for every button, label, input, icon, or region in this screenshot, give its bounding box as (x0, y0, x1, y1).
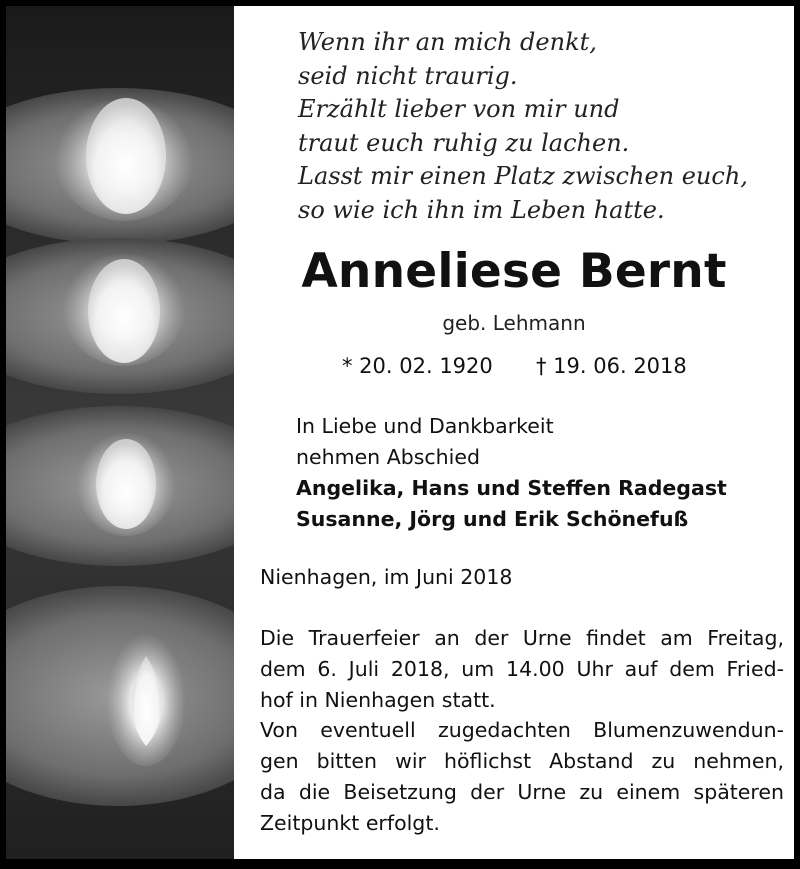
farewell-line: In Liebe und Dankbarkeit (296, 414, 554, 438)
text-panel (234, 6, 794, 859)
candles-image (6, 6, 234, 859)
birth-date: * 20. 02. 1920 (342, 354, 493, 378)
notice-line: Von eventuell zugedachten Blumenzuwendun- (260, 718, 784, 743)
candle-1 (6, 88, 234, 244)
candle-photo (6, 6, 234, 859)
poem-line: Erzählt lieber von mir und (298, 95, 620, 123)
notice-line: gen bitten wir höflichst Abstand zu nehmen, (260, 749, 784, 774)
place-date: Nienhagen, im Juni 2018 (260, 565, 513, 589)
farewell-line: nehmen Abschied (296, 445, 480, 469)
death-date: † 19. 06. 2018 (536, 354, 687, 378)
notice-line: Zeitpunkt erfolgt. (260, 810, 440, 835)
notice-line: da die Beisetzung der Urne zu einem späteren (260, 779, 784, 804)
deceased-name: Anneliese Bernt (301, 244, 727, 299)
family-line: Angelika, Hans und Steffen Radegast (296, 476, 727, 500)
notice-line: dem 6. Juli 2018, um 14.00 Uhr auf dem Fried- (260, 656, 784, 681)
funeral-notice (260, 623, 784, 839)
birth-name: geb. Lehmann (442, 311, 586, 335)
poem-line: seid nicht traurig. (298, 61, 518, 90)
poem-line: Wenn ihr an mich denkt, (298, 28, 597, 56)
family-line: Susanne, Jörg und Erik Schönefuß (296, 507, 689, 531)
poem (298, 26, 788, 227)
poem-line: so wie ich ihn im Leben hatte. (298, 195, 665, 224)
candle-2 (6, 238, 234, 394)
notice-line: Die Trauerfeier an der Urne findet am Freitag, (260, 626, 784, 650)
poem-line: Lasst mir einen Platz zwischen euch, (298, 162, 748, 190)
poem-line: traut euch ruhig zu lachen. (298, 128, 630, 157)
notice-line: hof in Nienhagen statt. (260, 687, 496, 712)
farewell-block (296, 411, 727, 535)
candle-3 (6, 406, 234, 566)
candle-4 (6, 586, 234, 806)
